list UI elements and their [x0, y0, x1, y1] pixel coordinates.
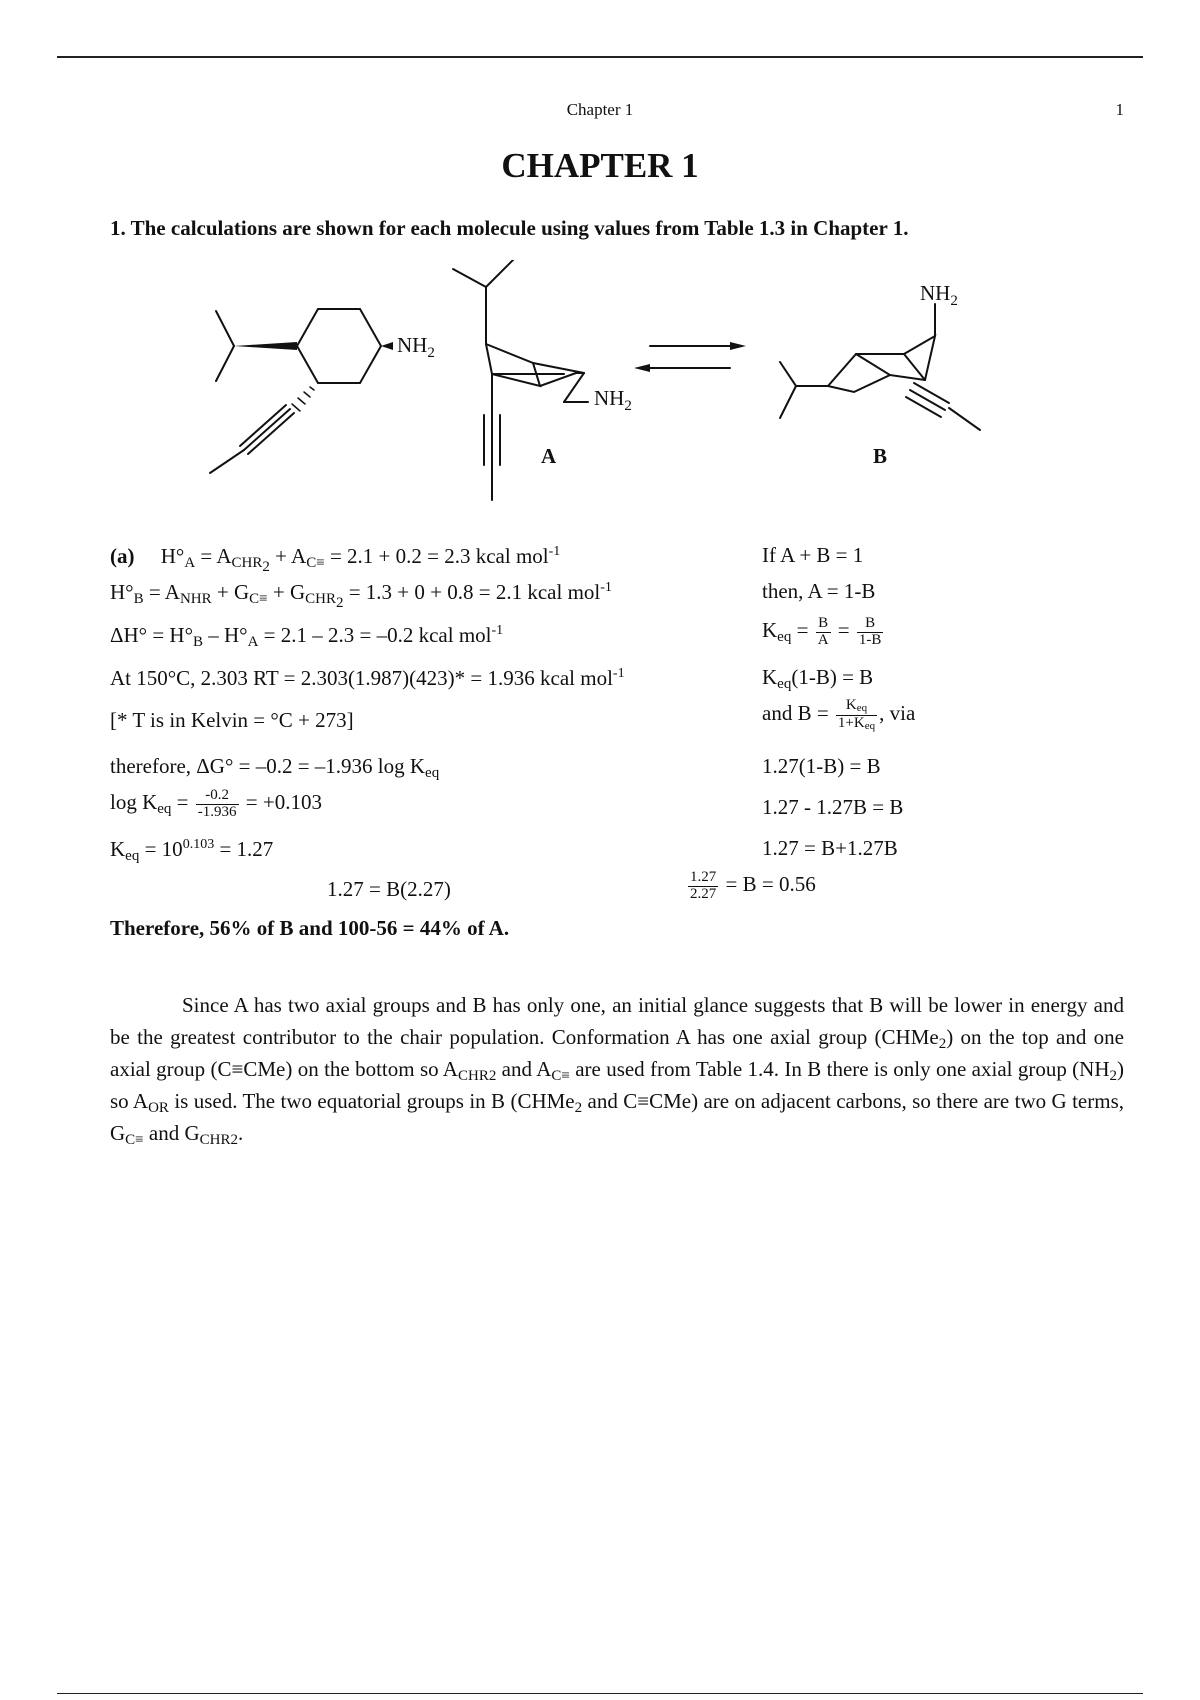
calc-line-9: 1.27 = B(2.27): [327, 877, 451, 901]
conformer-a-label: A: [541, 444, 557, 468]
wedge-bond: [234, 342, 297, 350]
calc-line-2: $H^\circ_B = A_{NHR} + G_{C\equiv} + G_{CHR_2} = 1.3 + 0 + 0.8 = 2.1$ kcal mol$^{-1}$: [110, 580, 612, 611]
calc-right-2: then, A = 1-B: [762, 579, 876, 603]
calc-right-9: $\frac{1.27}{2.27}$ = B = 0.56: [690, 869, 816, 902]
calc-line-8: $K_{eq} = 10^{0.103} = 1.27$: [110, 837, 274, 864]
running-title: Chapter 1: [566, 100, 634, 119]
conformer-b-label: B: [873, 444, 888, 468]
chair-a: [486, 344, 540, 386]
calc-right-1: If A + B = 1: [762, 543, 864, 567]
calc-line-6: therefore, ΔG° = –0.2 = –1.936 $\log K_{eq}$: [110, 754, 440, 781]
chair-b: [828, 336, 935, 392]
calc-right-5: and B = $\frac{K_{eq}}{1+K_{eq}}$ , via: [762, 697, 916, 732]
calc-line-4: At 150°C, 2.303 RT = 2.303(1.987)(423)* = 1.936 kcal mol$^{-1}$: [110, 666, 625, 690]
calc-right-6: 1.27(1-B) = B: [762, 754, 881, 778]
calc-line-7: $\log K_{eq}$ = $\frac{-0.2}{-1.936}$ = +0.103: [110, 787, 322, 820]
wedge-bond-nh2: [381, 342, 393, 350]
calc-line-1: (a) $H^\circ_A = A_{CHR_2} + A_{C\equiv} = 2.1 + 0.2 = 2.3$ kcal mol$^{-1}$: [110, 544, 561, 575]
top-rule: [57, 56, 1143, 58]
conformer-scheme: [190, 260, 1050, 510]
cyclohexane-ring: [297, 309, 381, 383]
hashed-bond: [292, 387, 314, 411]
calc-right-3: $K_{eq}$ = $\frac{B}{A}$ = $\frac{B}{1-B}$: [762, 615, 882, 648]
nh2-label-a: $NH_2$: [594, 386, 632, 414]
nh2-label-left: $NH_2$: [397, 333, 435, 361]
nh2-label-b: $NH_2$: [920, 281, 958, 309]
conclusion: Therefore, 56% of B and 100-56 = 44% of A.: [110, 916, 510, 940]
calc-right-4: $K_{eq}(1-B) = B$: [762, 665, 874, 692]
problem-statement: 1. The calculations are shown for each molecule using values from Table 1.3 in Chapter 1.: [110, 216, 909, 240]
chapter-title: CHAPTER 1: [501, 146, 699, 185]
calc-right-8: 1.27 = B+1.27B: [762, 836, 898, 860]
calc-line-3: $\Delta H^\circ = H^\circ_B - H^\circ_A = 2.1 - 2.3 = -0.2$ kcal mol$^{-1}$: [110, 623, 504, 650]
explanation-paragraph: Since A has two axial groups and B has only one, an initial glance suggests that B will be lower in energy and be the greatest contributor to the chair population. Conformation A has one axial group (CHMe$_2$) on the top and one axial group (C≡CMe) on the bottom so $A_{CHR2}$ and $A_{C\equiv}$ are used from Table 1.4. In B there is only one axial group $(NH_2)$ so $A_{OR}$ is used. The two equatorial groups in B (CHMe$_2$ and C≡CMe) are on adjacent carbons, so there are two G terms, $G_{C\equiv}$ and $G_{CHR2}$.: [110, 993, 1125, 1148]
calc-line-5: [* T is in Kelvin = °C + 273]: [110, 708, 354, 732]
calc-right-7: 1.27 - 1.27B = B: [762, 795, 904, 819]
bottom-rule: [57, 1693, 1143, 1694]
page-number: 1: [1115, 100, 1124, 119]
